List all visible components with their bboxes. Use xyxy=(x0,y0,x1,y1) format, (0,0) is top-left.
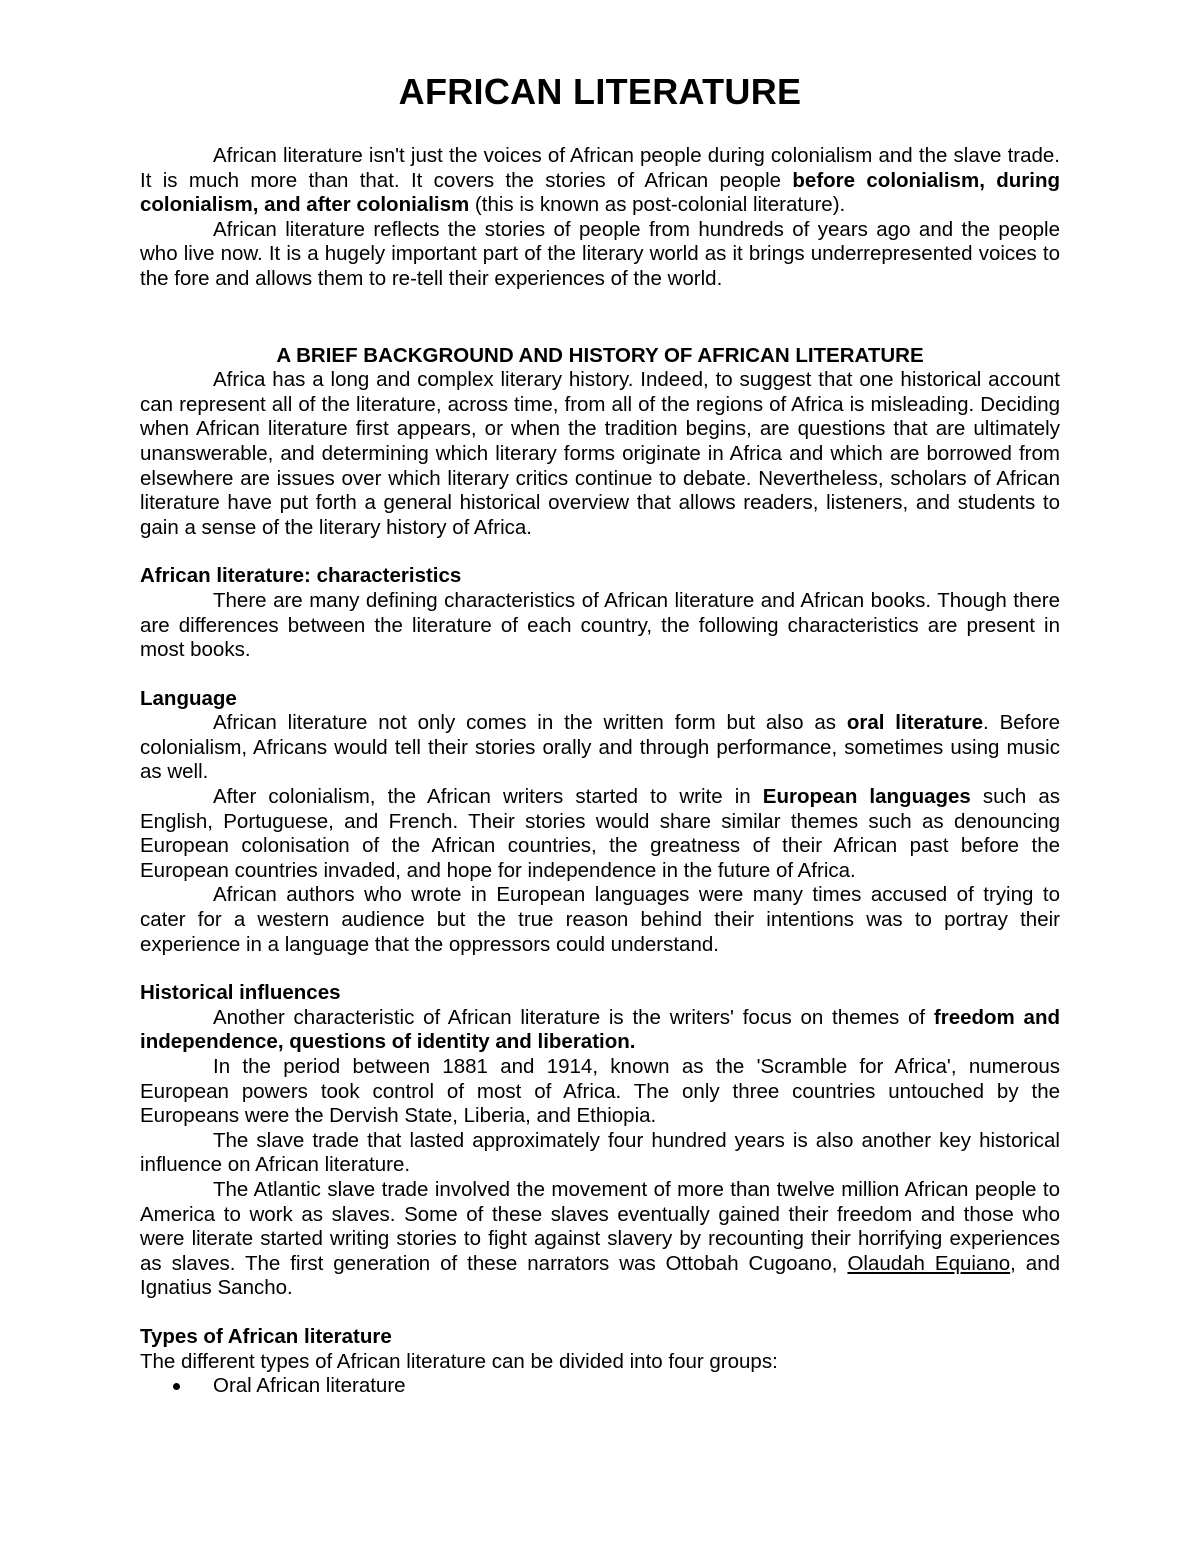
language-p1-bold: oral literature xyxy=(846,711,984,735)
intro-p1-text-a: African literature isn't just the voices of African people during colonialism and the slave trade. It is much more than that. It covers the stories of African people xyxy=(140,144,1060,192)
document-title: AFRICAN LITERATURE xyxy=(398,71,802,112)
list-item xyxy=(173,1374,1060,1399)
historical-p1-bold: freedom and independence, questions of identity and liberation. xyxy=(140,1005,1060,1054)
historical-paragraph-3: The slave trade that lasted approximately four hundred years is also another key historical influence on African literature. xyxy=(140,1128,1060,1177)
historical-paragraph-1 xyxy=(140,1006,1060,1055)
historical-paragraph-2: In the period between 1881 and 1914, known as the 'Scramble for Africa', numerous European powers took control of most of Africa. The only three countries untouched by the Europeans were the Dervish State, Liberia, and Ethiopia. xyxy=(140,1055,1060,1128)
historical-p1-text-a: Another characteristic of African literature is the writers' focus on themes of xyxy=(213,1005,934,1029)
intro-paragraph-1 xyxy=(140,144,1060,218)
language-p2-text-c: such as English, Portuguese, and French. Their stories would share similar themes such as denouncing European colonisation of the African countries, the greatness of their African past before the European countries invaded, and hope for independence in the future of Africa. xyxy=(140,785,1060,882)
intro-paragraph-2: African literature reflects the stories of people from hundreds of years ago and the people who live now. It is a hugely important part of the literary world as it brings underrepresented voices to the fore and allows them to re-tell their experiences of the world. xyxy=(140,217,1060,290)
intro-p1-bold: before colonialism, during colonialism, and after colonialism xyxy=(140,168,1061,217)
historical-p4-text-c: , and Ignatius Sancho. xyxy=(140,1251,1060,1300)
background-paragraph-1: Africa has a long and complex literary history. Indeed, to suggest that one historical account can represent all of the literature, across time, from all of the regions of Africa is misleading. Deciding when African literature first appears, or when the tradition begins, are questions that are ultimately unanswerable, and determining which literary forms originate in Africa and which are borrowed from elsewhere are issues over which literary critics continue to debate. Nevertheless, scholars of African literature have put forth a general historical overview that allows readers, listeners, and students to gain a sense of the literary history of Africa. xyxy=(140,368,1060,539)
language-p1-text-a: African literature not only comes in the written form but also as xyxy=(213,711,847,735)
historical-heading: Historical influences xyxy=(140,981,341,1005)
characteristics-heading: African literature: characteristics xyxy=(140,564,462,588)
language-p2-bold: European languages xyxy=(762,785,971,809)
types-intro: The different types of African literature can be divided into four groups: xyxy=(140,1349,778,1373)
document-content xyxy=(140,68,1060,1399)
types-item-label: Oral African literature xyxy=(213,1374,406,1398)
historical-paragraph-4 xyxy=(140,1178,1060,1301)
types-list xyxy=(140,1374,1060,1399)
background-heading: A BRIEF BACKGROUND AND HISTORY OF AFRICAN LITERATURE xyxy=(276,343,924,367)
language-heading: Language xyxy=(140,686,237,710)
language-paragraph-2 xyxy=(140,785,1060,883)
types-heading: Types of African literature xyxy=(140,1324,392,1348)
language-paragraph-1 xyxy=(140,711,1060,785)
historical-p4-text-a: The Atlantic slave trade involved the movement of more than twelve million African people to America to work as slaves. Some of these slaves eventually gained their freedom and those who were literate started writing stories to fight against slavery by recounting their horrifying experiences as slaves. The first generation of these narrators was Ottobah Cugoano, xyxy=(140,1177,1060,1275)
olaudah-equiano-link[interactable]: Olaudah Equiano xyxy=(847,1251,1011,1275)
bullet-icon xyxy=(173,1383,180,1390)
intro-p1-text-c: (this is known as post-colonial literature). xyxy=(469,193,846,217)
language-paragraph-3: African authors who wrote in European languages were many times accused of trying to cater for a western audience but the true reason behind their intentions was to portray their experience in a language that the oppressors could understand. xyxy=(140,883,1060,956)
characteristics-paragraph-1: There are many defining characteristics of African literature and African books. Though there are differences between the literature of each country, the following characteristics are present in most books. xyxy=(140,588,1060,662)
language-p1-text-c: . Before colonialism, Africans would tell their stories orally and through performance, sometimes using music as well. xyxy=(140,711,1060,784)
language-p2-text-a: After colonialism, the African writers started to write in xyxy=(213,785,763,809)
